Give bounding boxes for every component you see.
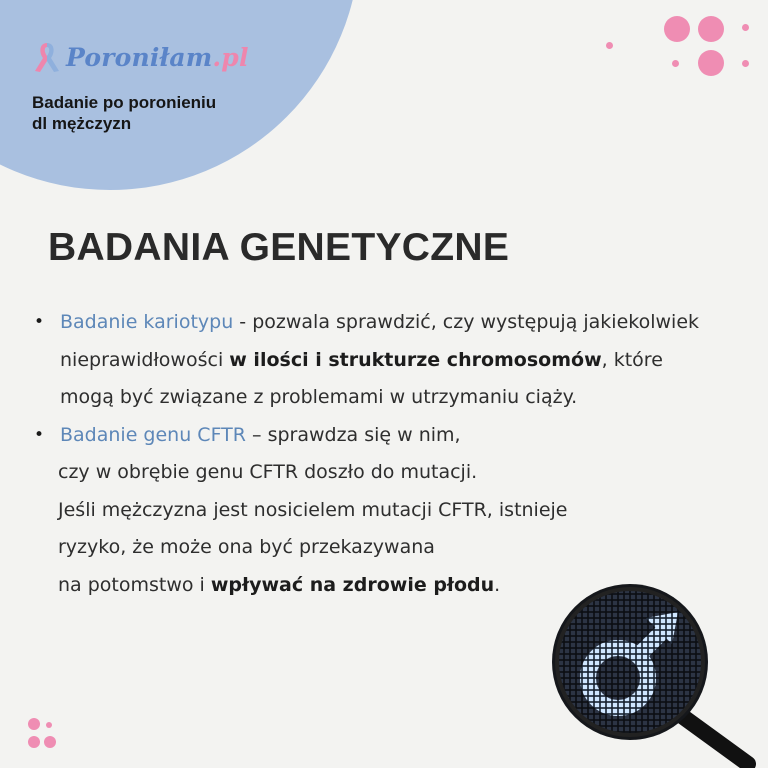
decor-dot [698, 50, 724, 76]
cftr-line: Jeśli mężczyzna jest nosicielem mutacji CFTR, istnieje [58, 498, 568, 521]
info-list [34, 304, 714, 604]
decor-dot [44, 736, 56, 748]
decor-dot [606, 42, 613, 49]
page-heading: BADANIA GENETYCZNE [48, 226, 510, 269]
decor-dot [46, 722, 52, 728]
decor-dot [742, 24, 749, 31]
bullet-icon: • [34, 424, 45, 445]
brand-logo[interactable] [32, 40, 249, 74]
decor-dot [672, 60, 679, 67]
magnifier-male-symbol-icon [552, 582, 768, 768]
decor-dot [742, 60, 749, 67]
term-cftr[interactable]: Badanie genu CFTR [60, 423, 246, 446]
list-item: • Badanie kariotypu - pozwala sprawdzić, czy występują jakiekolwiek nieprawidłowości w ilości i strukturze chromosomów, które mogą być związane z problemami w utrzymaniu ciąży. [34, 304, 714, 417]
cftr-line: czy w obrębie genu CFTR doszło do mutacji. [58, 461, 478, 483]
cftr-line: na potomstwo i wpływać na zdrowie płodu. [58, 573, 501, 596]
awareness-ribbon-icon [32, 40, 62, 74]
bullet-icon: • [34, 312, 45, 332]
term-karyotype[interactable]: Badanie kariotypu [60, 311, 234, 333]
decor-dot [698, 16, 724, 42]
brand-name: Poroniłam.pl [66, 42, 249, 72]
cftr-line: ryzyko, że może ona być przekazywana [58, 536, 435, 558]
decor-dot [664, 16, 690, 42]
list-item: • Badanie genu CFTR – sprawdza się w nim, [34, 417, 714, 455]
decor-dot [28, 736, 40, 748]
decor-dot [28, 718, 40, 730]
post-subtitle: Badanie po poronieniu dl mężczyzn [32, 93, 217, 133]
